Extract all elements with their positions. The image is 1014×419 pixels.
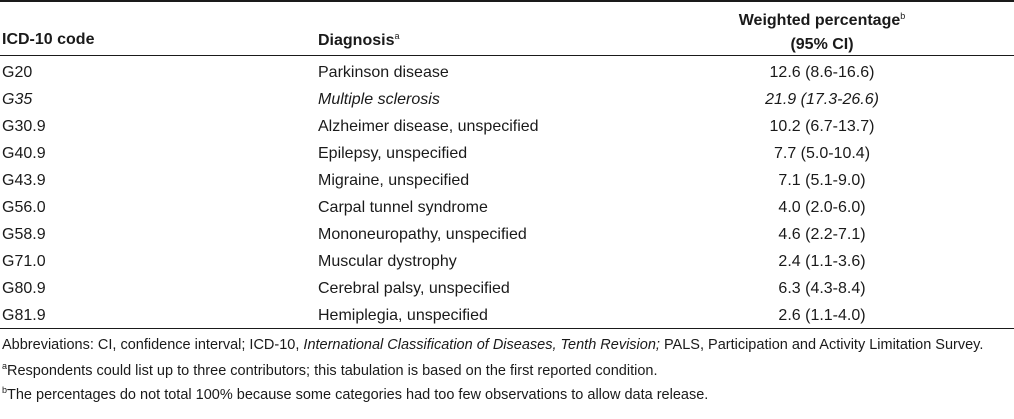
header-rule [0, 55, 1014, 56]
cell-code: G80.9 [2, 280, 46, 297]
cell-diagnosis: Carpal tunnel syndrome [318, 199, 488, 216]
cell-percentage: 6.3 (4.3-8.4) [778, 280, 866, 297]
bottom-rule [0, 328, 1014, 329]
table-row [0, 302, 1014, 329]
cell-code: G58.9 [2, 226, 46, 243]
table-row [0, 275, 1014, 302]
cell-diagnosis: Muscular dystrophy [318, 253, 457, 270]
table-row [0, 140, 1014, 167]
table-row [0, 59, 1014, 86]
header-icd-code: ICD-10 code [2, 31, 95, 48]
table-row [0, 248, 1014, 275]
table-row [0, 194, 1014, 221]
table-row [0, 221, 1014, 248]
cell-percentage: 7.1 (5.1-9.0) [778, 172, 866, 189]
table-row [0, 167, 1014, 194]
table-row [0, 86, 1014, 113]
header-weighted-percentage: Weighted percentage$^b$ (95% CI) [738, 11, 906, 53]
cell-diagnosis: Hemiplegia, unspecified [318, 307, 488, 324]
cell-code: G35 [2, 91, 33, 108]
cell-percentage: 4.0 (2.0-6.0) [778, 199, 866, 216]
cell-percentage: 4.6 (2.2-7.1) [778, 226, 866, 243]
cell-diagnosis: Mononeuropathy, unspecified [318, 226, 527, 243]
cell-code: G43.9 [2, 172, 46, 189]
table-row [0, 113, 1014, 140]
footnote-b: $^b$The percentages do not total 100% because some categories had too few observations to allow data release. [2, 385, 709, 403]
cell-diagnosis: Alzheimer disease, unspecified [318, 118, 539, 135]
abbreviations-note: Abbreviations: CI, confidence interval; ICD-10, International Classification of Diseases, Tenth Revision; PALS, Participation and Activity Limitation Survey. [2, 337, 984, 353]
footnote-marker-b: b [900, 11, 906, 21]
footnote-a: $^a$Respondents could list up to three contributors; this tabulation is based on the first reported condition. [2, 360, 658, 379]
cell-code: G20 [2, 64, 33, 81]
footnote-marker-a: a [394, 31, 400, 41]
cell-percentage: 2.4 (1.1-3.6) [778, 253, 866, 270]
cell-percentage: 7.7 (5.0-10.4) [773, 145, 871, 162]
cell-percentage: 12.6 (8.6-16.6) [769, 64, 875, 81]
cell-code: G81.9 [2, 307, 46, 324]
cell-percentage: 21.9 (17.3-26.6) [765, 91, 879, 108]
cell-code: G71.0 [2, 253, 46, 270]
cell-diagnosis: Cerebral palsy, unspecified [318, 280, 510, 297]
cell-diagnosis: Multiple sclerosis [318, 91, 440, 108]
table-body [0, 59, 1014, 329]
cell-percentage: 2.6 (1.1-4.0) [778, 307, 866, 324]
top-rule [0, 0, 1014, 2]
cell-diagnosis: Migraine, unspecified [318, 172, 470, 189]
cell-code: G40.9 [2, 145, 46, 162]
header-diagnosis: Diagnosis$^a$ [318, 31, 400, 49]
cell-diagnosis: Parkinson disease [318, 64, 449, 81]
cell-percentage: 10.2 (6.7-13.7) [769, 118, 875, 135]
table-footnotes [2, 336, 1007, 406]
cell-diagnosis: Epilepsy, unspecified [318, 145, 468, 162]
cell-code: G30.9 [2, 118, 46, 135]
cell-code: G56.0 [2, 199, 46, 216]
